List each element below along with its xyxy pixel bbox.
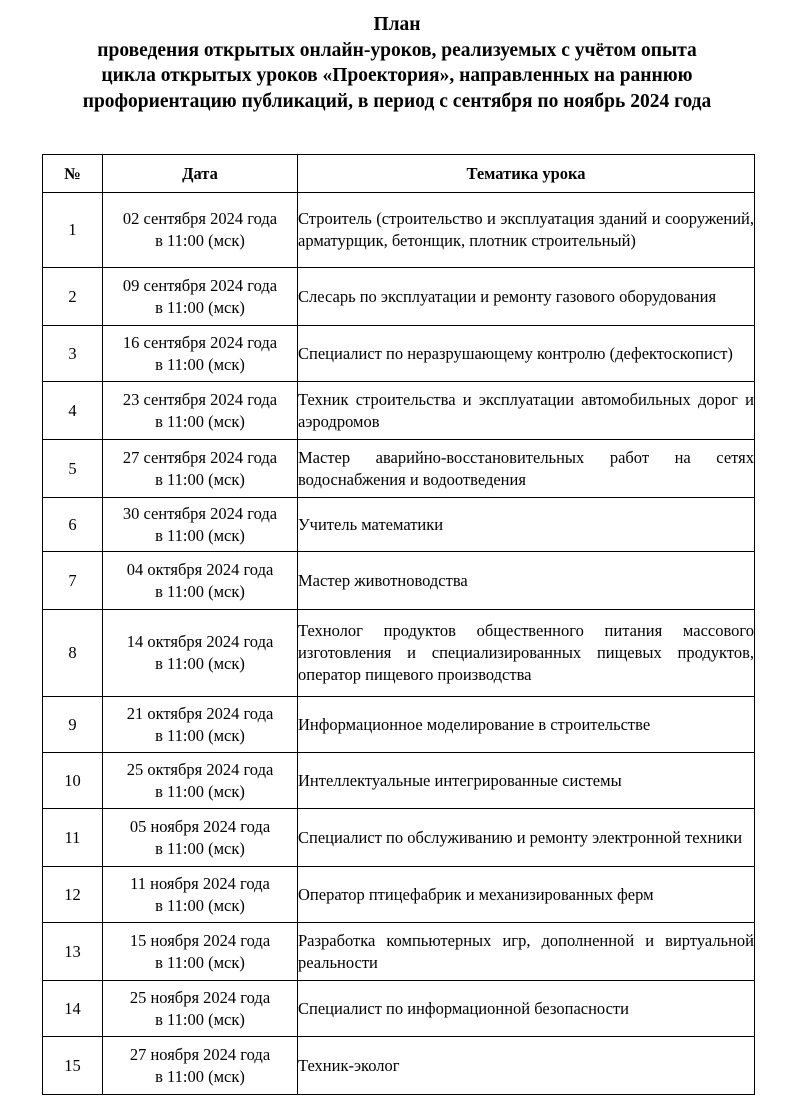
row-date: 25 ноября 2024 года — [129, 987, 271, 1007]
row-time: в 11:00 (мск) — [155, 581, 245, 601]
row-date: 23 сентября 2024 года — [122, 389, 278, 409]
row-time: в 11:00 (мск) — [155, 725, 245, 745]
row-topic: Техник строительства и эксплуатации автомобильных дорог и аэродромов — [298, 382, 755, 440]
row-date-cell — [103, 326, 298, 382]
table-row — [43, 552, 755, 610]
table-row — [43, 193, 755, 268]
row-number: 5 — [43, 440, 103, 498]
row-date-cell — [103, 1037, 298, 1095]
table-row — [43, 382, 755, 440]
row-date-cell — [103, 981, 298, 1037]
table-body — [43, 193, 755, 1095]
row-date: 30 сентября 2024 года — [122, 503, 278, 523]
row-topic: Специалист по обслуживанию и ремонту электронной техники — [298, 809, 755, 867]
row-date: 25 октября 2024 года — [126, 759, 274, 779]
row-time: в 11:00 (мск) — [155, 838, 245, 858]
row-date: 04 октября 2024 года — [126, 559, 274, 579]
row-date: 05 ноября 2024 года — [129, 816, 271, 836]
table-row — [43, 610, 755, 697]
row-number: 13 — [43, 923, 103, 981]
title-line-4: профориентацию публикаций, в период с сентября по ноябрь 2024 года — [82, 90, 712, 112]
title-line-3: цикла открытых уроков «Проектория», направленных на раннюю — [101, 65, 693, 86]
table-row — [43, 326, 755, 382]
row-date: 27 ноября 2024 года — [129, 1044, 271, 1064]
row-topic: Мастер животноводства — [298, 552, 755, 610]
row-date-cell — [103, 753, 298, 809]
row-date: 02 сентября 2024 года — [122, 209, 278, 228]
row-time: в 11:00 (мск) — [155, 1066, 245, 1086]
row-topic: Слесарь по эксплуатации и ремонту газового оборудования — [298, 268, 755, 326]
row-number: 11 — [43, 809, 103, 867]
header-date: Дата — [103, 155, 298, 193]
row-topic: Мастер аварийно-восстановительных работ на сетях водоснабжения и водоотведения — [298, 440, 755, 498]
row-time: в 11:00 (мск) — [155, 952, 245, 972]
header-topic: Тематика урока — [298, 155, 755, 193]
table-row — [43, 697, 755, 753]
row-topic: Интеллектуальные интегрированные системы — [298, 753, 755, 809]
row-date-cell — [103, 498, 298, 552]
row-number: 6 — [43, 498, 103, 552]
row-number: 4 — [43, 382, 103, 440]
row-number: 9 — [43, 697, 103, 753]
row-topic: Строитель (строительство и эксплуатация зданий и сооружений, арматурщик, бетонщик, плотник строительный) — [298, 193, 755, 268]
table-row — [43, 440, 755, 498]
row-topic: Оператор птицефабрик и механизированных ферм — [298, 867, 755, 923]
row-time: в 11:00 (мск) — [155, 411, 245, 431]
row-topic: Технолог продуктов общественного питания массового изготовления и специализированных пищевых продуктов, оператор пищевого производства — [298, 610, 755, 697]
row-date-cell — [103, 923, 298, 981]
row-topic: Информационное моделирование в строительстве — [298, 697, 755, 753]
header-num: № — [43, 155, 103, 193]
row-date: 27 сентября 2024 года — [122, 447, 278, 467]
row-date: 14 октября 2024 года — [126, 632, 274, 651]
table-row — [43, 753, 755, 809]
row-date-cell — [103, 268, 298, 326]
row-topic: Разработка компьютерных игр, дополненной и виртуальной реальности — [298, 923, 755, 981]
row-time: в 11:00 (мск) — [155, 1009, 245, 1029]
document-title — [0, 12, 794, 114]
row-time: в 11:00 (мск) — [155, 654, 245, 673]
row-time: в 11:00 (мск) — [155, 231, 245, 250]
table-header-row — [43, 155, 755, 193]
row-date: 11 ноября 2024 года — [130, 873, 270, 893]
row-time: в 11:00 (мск) — [155, 525, 245, 545]
row-date-cell — [103, 610, 298, 697]
row-date-cell — [103, 867, 298, 923]
row-topic: Специалист по информационной безопасности — [298, 981, 755, 1037]
table-row — [43, 498, 755, 552]
row-date: 21 октября 2024 года — [126, 703, 274, 723]
row-time: в 11:00 (мск) — [155, 781, 245, 801]
row-date: 16 сентября 2024 года — [122, 332, 278, 352]
row-number: 14 — [43, 981, 103, 1037]
table-row — [43, 809, 755, 867]
table-row — [43, 923, 755, 981]
row-number: 15 — [43, 1037, 103, 1095]
row-date-cell — [103, 440, 298, 498]
lesson-plan-table — [42, 154, 755, 1095]
row-number: 3 — [43, 326, 103, 382]
row-number: 1 — [43, 193, 103, 268]
row-time: в 11:00 (мск) — [155, 469, 245, 489]
row-number: 8 — [43, 610, 103, 697]
row-topic: Техник-эколог — [298, 1037, 755, 1095]
title-line-2: проведения открытых онлайн-уроков, реализуемых с учётом опыта — [97, 39, 697, 61]
row-date-cell — [103, 809, 298, 867]
row-date-cell — [103, 552, 298, 610]
row-number: 7 — [43, 552, 103, 610]
row-topic: Специалист по неразрушающему контролю (дефектоскопист) — [298, 326, 755, 382]
table-row — [43, 981, 755, 1037]
row-topic: Учитель математики — [298, 498, 755, 552]
row-date-cell — [103, 697, 298, 753]
table-row — [43, 1037, 755, 1095]
row-date: 09 сентября 2024 года — [122, 275, 278, 295]
row-number: 10 — [43, 753, 103, 809]
row-number: 12 — [43, 867, 103, 923]
row-date-cell — [103, 193, 298, 268]
title-line-1: План — [373, 14, 421, 35]
table-row — [43, 867, 755, 923]
table-row — [43, 268, 755, 326]
row-number: 2 — [43, 268, 103, 326]
row-date: 15 ноября 2024 года — [129, 930, 271, 950]
row-time: в 11:00 (мск) — [155, 895, 245, 915]
row-date-cell — [103, 382, 298, 440]
row-time: в 11:00 (мск) — [155, 297, 245, 317]
row-time: в 11:00 (мск) — [155, 354, 245, 374]
